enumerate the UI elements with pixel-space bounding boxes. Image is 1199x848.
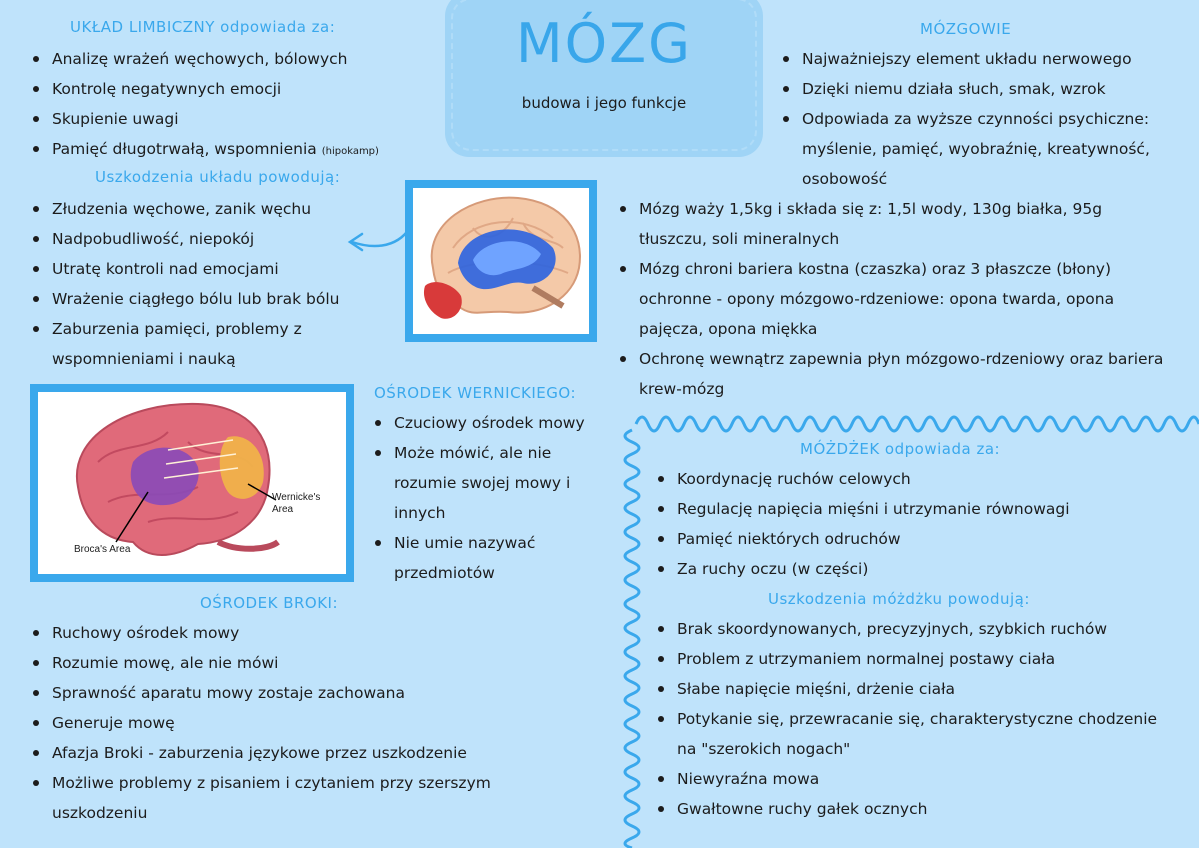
list-item: Niewyraźna mowa (655, 764, 1175, 794)
wernicke-area-label: Wernicke's Area (272, 492, 321, 515)
list-item: Może mówić, ale nie rozumie swojej mowy i innych (372, 438, 607, 528)
list-item: Zaburzenia pamięci, problemy z wspomnieniami i nauką (30, 314, 380, 374)
list-item: Kontrolę negatywnych emocji (30, 74, 450, 104)
list-item: Pamięć długotrwałą, wspomnienia (hipokamp) (30, 134, 450, 167)
limbic-damage-heading: Uszkodzenia układu powodują: (95, 168, 341, 186)
wernicke-heading: OŚRODEK WERNICKIEGO: (374, 384, 576, 402)
list-item: Nie umie nazywać przedmiotów (372, 528, 607, 588)
list-item: Wrażenie ciągłego bólu lub brak bólu (30, 284, 380, 314)
list-item: Możliwe problemy z pisaniem i czytaniem przy szerszym uszkodzeniu (30, 768, 570, 828)
broca-area-label: Broca's Area (74, 544, 131, 555)
broca-heading: OŚRODEK BROKI: (200, 594, 339, 612)
list-item: Złudzenia węchowe, zanik węchu (30, 194, 380, 224)
list-item: Za ruchy oczu (w części) (655, 554, 1175, 584)
list-item: Nadpobudliwość, niepokój (30, 224, 380, 254)
list-item: Ochronę wewnątrz zapewnia płyn mózgowo-rdzeniowy oraz bariera krew-mózg (617, 344, 1172, 404)
list-item: Regulację napięcia mięśni i utrzymanie równowagi (655, 494, 1175, 524)
list-item: Potykanie się, przewracanie się, charakterystyczne chodzenie na "szerokich nogach" (655, 704, 1175, 764)
list-item: Skupienie uwagi (30, 104, 450, 134)
list-item: Analizę wrażeń węchowych, bólowych (30, 44, 450, 74)
list-item: Problem z utrzymaniem normalnej postawy ciała (655, 644, 1175, 674)
list-item: Czuciowy ośrodek mowy (372, 408, 607, 438)
list-item: Rozumie mowę, ale nie mówi (30, 648, 570, 678)
list-item: Utratę kontroli nad emocjami (30, 254, 380, 284)
list-item: Odpowiada za wyższe czynności psychiczne: myślenie, pamięć, wyobraźnię, kreatywność, osobowość (780, 104, 1180, 194)
hipokamp-note: (hipokamp) (321, 146, 379, 157)
cerebellum-damage-list (655, 614, 1175, 824)
brainstem-heading: MÓZGOWIE (920, 20, 1012, 38)
list-item: Sprawność aparatu mowy zostaje zachowana (30, 678, 570, 708)
list-item: Generuje mowę (30, 708, 570, 738)
list-item: Gwałtowne ruchy gałek ocznych (655, 794, 1175, 824)
list-item: Afazja Broki - zaburzenia językowe przez uszkodzenie (30, 738, 570, 768)
list-item: Brak skoordynowanych, precyzyjnych, szybkich ruchów (655, 614, 1175, 644)
list-item: Mózg chroni bariera kostna (czaszka) oraz 3 płaszcze (błony) ochronne - opony mózgowo-rdzeniowe: opona twarda, opona pajęcza, opona miękka (617, 254, 1172, 344)
list-item: Mózg waży 1,5kg i składa się z: 1,5l wody, 130g białka, 95g tłuszczu, soli mineralnych (617, 194, 1172, 254)
list-item: Słabe napięcie mięśni, drżenie ciała (655, 674, 1175, 704)
list-item: Najważniejszy element układu nerwowego (780, 44, 1180, 74)
list-item: Koordynację ruchów celowych (655, 464, 1175, 494)
cerebellum-list (655, 464, 1175, 584)
limbic-heading: UKŁAD LIMBICZNY odpowiada za: (70, 18, 336, 36)
cerebellum-heading: MÓŻDŻEK odpowiada za: (800, 440, 1001, 458)
list-item: Dzięki niemu działa słuch, smak, wzrok (780, 74, 1180, 104)
page-title: MÓZG (516, 12, 692, 75)
cerebellum-damage-heading: Uszkodzenia móżdżku powodują: (768, 590, 1030, 608)
list-item: Pamięć niektórych odruchów (655, 524, 1175, 554)
list-item: Ruchowy ośrodek mowy (30, 618, 570, 648)
page-subtitle: budowa i jego funkcje (521, 94, 687, 112)
